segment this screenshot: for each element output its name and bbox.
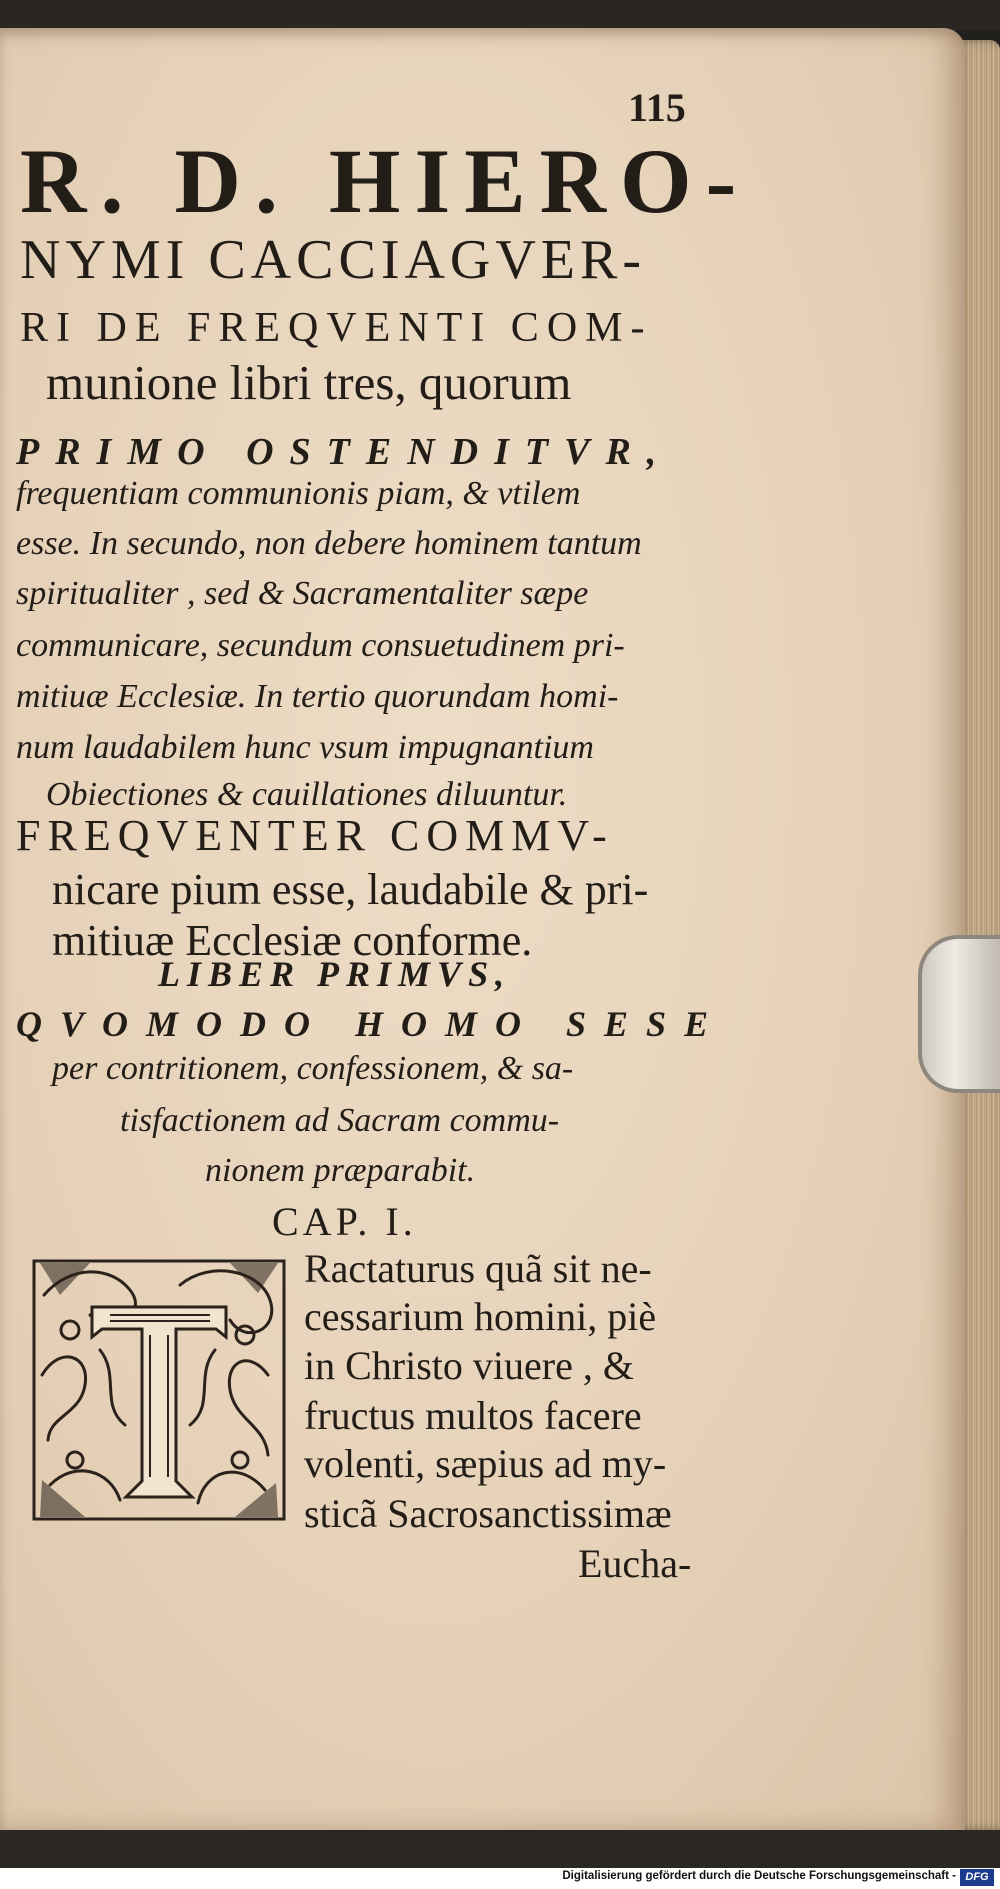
title-line-1: R. D. HIERO- (20, 130, 751, 232)
book-heading-3: per contritionem, confessionem, & sa- (52, 1050, 574, 1087)
body-line-4: fructus multos facere (304, 1393, 642, 1438)
top-dark-band (0, 0, 1000, 30)
book-heading-1: LIBER PRIMVS, (158, 954, 512, 994)
body-line-3: in Christo viuere , & (304, 1343, 634, 1388)
book-heading-2: QVOMODO HOMO SESE (16, 1004, 727, 1044)
title-line-2: NYMI CACCIAGVER- (20, 229, 646, 291)
summary-line-4: spiritualiter , sed & Sacramentaliter sæpe (16, 575, 589, 612)
summary-line-6: mitiuæ Ecclesiæ. In tertio quorundam homi- (16, 678, 619, 715)
dfg-logo: DFG (960, 1869, 994, 1886)
credit-bar (0, 1868, 1000, 1889)
body-line-2: cessarium homini, piè (304, 1294, 657, 1339)
title-line-3: RI DE FREQVENTI COM- (20, 305, 653, 351)
body-line-5: volenti, sæpius ad my- (304, 1441, 667, 1486)
page-clip (918, 935, 1000, 1093)
book-heading-5: nionem præparabit. (205, 1152, 476, 1189)
summary-line-1: PRIMO OSTENDITVR, (16, 431, 673, 473)
page-number: 115 (628, 85, 686, 130)
decorated-initial (30, 1255, 288, 1525)
title-line-4: munione libri tres, quorum (46, 355, 572, 410)
body-line-6: sticã Sacrosanctissimæ (304, 1491, 672, 1536)
summary-line-2: frequentiam communionis piam, & vtilem (16, 475, 581, 512)
book-heading-4: tisfactionem ad Sacram commu- (120, 1102, 560, 1139)
summary-line-7: num laudabilem hunc vsum impugnantium (16, 729, 594, 766)
body-line-1: Ractaturus quã sit ne- (304, 1246, 652, 1291)
summary-line-8: Obiectiones & cauillationes diluuntur. (46, 776, 568, 813)
digitization-credit: Digitalisierung gefördert durch die Deutsche Forschungsgemeinschaft - (562, 1870, 956, 1882)
bottom-dark-band (0, 1830, 1000, 1870)
running-line-3: mitiuæ Ecclesiæ conforme. (52, 916, 533, 965)
summary-line-3: esse. In secundo, non debere hominem tantum (16, 525, 642, 562)
running-line-2: nicare pium esse, laudabile & pri- (52, 865, 649, 914)
chapter-heading: CAP. I. (272, 1199, 417, 1244)
running-line-1: FREQVENTER COMMV- (16, 811, 614, 860)
summary-line-5: communicare, secundum consuetudinem pri- (16, 627, 625, 664)
catchword: Eucha- (578, 1541, 692, 1586)
